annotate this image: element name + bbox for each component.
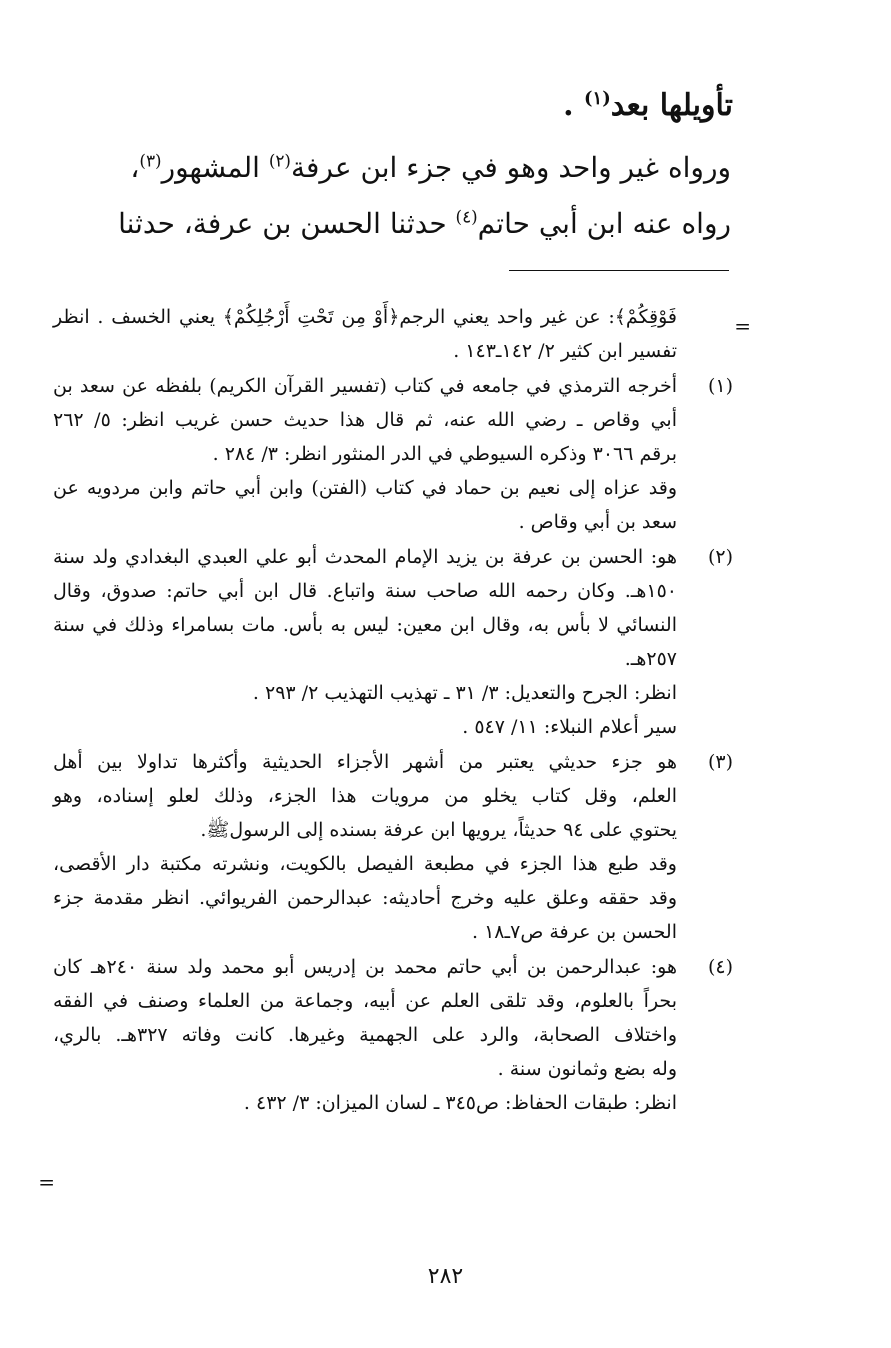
footnote-body bbox=[53, 369, 677, 539]
footnote-ref-3: (٣) bbox=[139, 150, 162, 171]
footnote-line: أخرجه الترمذي في جامعه في كتاب (تفسير القرآن الكريم) بلفظه عن سعد بن bbox=[53, 375, 677, 397]
footnote-ref-1: (١) bbox=[584, 88, 611, 109]
footnote-continued-body bbox=[53, 300, 677, 368]
footnote-line: سعد بن أبي وقاص . bbox=[518, 511, 677, 533]
footnotes-section bbox=[53, 300, 733, 1121]
footnote-4 bbox=[53, 950, 733, 1120]
footnote-line: وقد حققه وعلق عليه وخرج أحاديثه: عبدالرحمن الفريوائي. انظر مقدمة جزء bbox=[53, 887, 677, 909]
footnote-line: بحراً بالعلوم، وقد تلقى العلم عن أبيه، وجماعة من العلماء وصنف في الفقه bbox=[53, 990, 677, 1012]
heading-text: تأويلها بعد bbox=[610, 88, 733, 123]
continuation-mark-bottom: = bbox=[38, 1170, 55, 1194]
footnote-separator bbox=[509, 270, 729, 271]
footnote-number: (٣) bbox=[707, 751, 733, 773]
footnote-line: هو: عبدالرحمن بن أبي حاتم محمد بن إدريس أبو محمد ولد سنة ٢٤٠هـ كان bbox=[53, 956, 677, 978]
section-heading bbox=[563, 84, 733, 128]
footnote-number: (٤) bbox=[707, 956, 733, 978]
footnote-line: أبي وقاص ـ رضي الله عنه، ثم قال هذا حديث حسن غريب انظر: ٥/ ٢٦٢ bbox=[53, 409, 677, 431]
footnote-line: تفسير ابن كثير ٢/ ١٤٢ـ١٤٣ . bbox=[453, 340, 677, 362]
footnote-line: هو: الحسن بن عرفة بن يزيد الإمام المحدث أبو علي العبدي البغدادي ولد سنة bbox=[53, 546, 677, 568]
footnote-line: الحسن بن عرفة ص٧ـ١٨ . bbox=[472, 921, 677, 943]
footnote-line: واختلاف الصحابة، والرد على الجهمية وغيرها. كانت وفاته ٣٢٧هـ. بالري، bbox=[53, 1024, 677, 1046]
heading-tail: . bbox=[563, 88, 585, 123]
footnote-continued bbox=[53, 300, 733, 368]
footnote-line: يحتوي على ٩٤ حديثاً، يرويها ابن عرفة بسنده إلى الرسولﷺ. bbox=[200, 819, 677, 841]
footnote-line: سير أعلام النبلاء: ١١/ ٥٤٧ . bbox=[462, 716, 677, 738]
footnote-line: برقم ٣٠٦٦ وذكره السيوطي في الدر المنثور انظر: ٣/ ٢٨٤ . bbox=[212, 443, 677, 465]
footnote-line: فَوْقِكُمْ﴾: عن غير واحد يعني الرجم﴿أَوْ مِن تَحْتِ أَرْجُلِكُمْ﴾ يعني الخسف . انظر bbox=[53, 306, 677, 328]
footnote-line: النسائي لا بأس به، وقال ابن معين: ليس به بأس. مات بسامراء وذلك في سنة bbox=[53, 614, 677, 636]
main-line-1-part-c: ، bbox=[130, 151, 140, 184]
footnote-line: العلم، وقل كتاب يخلو من مرويات هذا الجزء، وذلك لعلو إسناده، وهو bbox=[53, 785, 677, 807]
footnote-line: انظر: الجرح والتعديل: ٣/ ٣١ ـ تهذيب التهذيب ٢/ ٢٩٣ . bbox=[252, 682, 677, 704]
footnote-line: وله بضع وثمانون سنة . bbox=[497, 1058, 677, 1080]
footnote-ref-4: (٤) bbox=[455, 206, 478, 227]
page-number: ٢٨٢ bbox=[427, 1264, 464, 1289]
footnote-line: ٢٥٧هـ. bbox=[624, 648, 677, 670]
main-line-2-part-a: رواه عنه ابن أبي حاتم bbox=[477, 207, 731, 240]
main-line-1 bbox=[131, 140, 731, 196]
footnote-line: انظر: طبقات الحفاظ: ص٣٤٥ ـ لسان الميزان: ٣/ ٤٣٢ . bbox=[243, 1092, 677, 1114]
footnote-2 bbox=[53, 540, 733, 744]
footnote-3 bbox=[53, 745, 733, 949]
footnote-number: (٢) bbox=[707, 546, 733, 568]
continuation-mark-top: = bbox=[734, 314, 751, 338]
main-paragraph bbox=[118, 140, 731, 252]
footnote-body bbox=[53, 540, 677, 744]
footnote-line: وقد طبع هذا الجزء في مطبعة الفيصل بالكويت، ونشرته مكتبة دار الأقصى، bbox=[53, 853, 677, 875]
main-line-1-part-b: المشهور bbox=[161, 151, 269, 184]
footnote-line: ١٥٠هـ. وكان رحمه الله صاحب سنة واتباع. قال ابن أبي حاتم: صدوق، وقال bbox=[53, 580, 677, 602]
main-line-2 bbox=[118, 196, 731, 252]
footnote-number: (١) bbox=[707, 375, 733, 397]
footnote-1 bbox=[53, 369, 733, 539]
footnote-body bbox=[53, 745, 677, 949]
main-line-2-part-b: حدثنا الحسن بن عرفة، حدثنا bbox=[118, 207, 456, 240]
main-line-1-part-a: ورواه غير واحد وهو في جزء ابن عرفة bbox=[290, 151, 731, 184]
footnote-line: هو جزء حديثي يعتبر من أشهر الأجزاء الحديثية وأكثرها تداولا بين أهل bbox=[53, 751, 677, 773]
footnote-line: وقد عزاه إلى نعيم بن حماد في كتاب (الفتن) وابن أبي حاتم وابن مردويه عن bbox=[53, 477, 677, 499]
footnote-ref-2: (٢) bbox=[268, 150, 291, 171]
footnote-body bbox=[53, 950, 677, 1120]
